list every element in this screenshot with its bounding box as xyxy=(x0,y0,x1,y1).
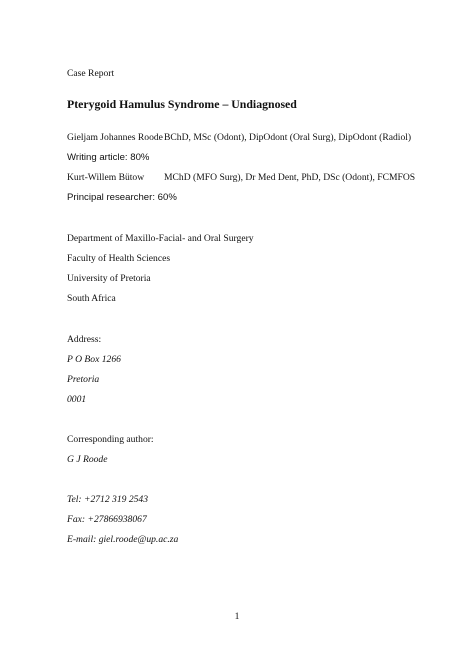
address-line-1: P O Box 1266 xyxy=(67,354,121,365)
author-1-row xyxy=(67,132,412,144)
author-2-role-note: Principal researcher: 60% xyxy=(67,192,177,203)
paper-title: Pterygoid Hamulus Syndrome – Undiagnosed xyxy=(67,97,297,111)
department: Department of Maxillo-Facial- and Oral Surgery xyxy=(67,233,254,244)
country: South Africa xyxy=(67,293,116,304)
fax: Fax: +27866938067 xyxy=(67,514,147,525)
corresponding-author-label: Corresponding author: xyxy=(67,434,154,445)
author-2-row xyxy=(67,172,416,184)
author-1-name: Gieljam Johannes Roode xyxy=(67,132,163,143)
faculty: Faculty of Health Sciences xyxy=(67,253,171,264)
author-2-qualifications: MChD (MFO Surg), Dr Med Dent, PhD, DSc (Odont), FCMFOS xyxy=(164,172,416,183)
article-type-label: Case Report xyxy=(67,68,115,79)
author-1-role-note: Writing article: 80% xyxy=(67,152,150,163)
university: University of Pretoria xyxy=(67,273,151,284)
address-label: Address: xyxy=(67,334,102,345)
telephone: Tel: +2712 319 2543 xyxy=(67,494,149,505)
address-line-2: Pretoria xyxy=(67,374,100,385)
corresponding-author-name: G J Roode xyxy=(67,454,108,465)
author-2-name: Kurt-Willem Bütow xyxy=(67,172,145,183)
address-line-3: 0001 xyxy=(67,394,87,405)
page-number: 1 xyxy=(234,611,240,622)
author-1-qualifications: BChD, MSc (Odont), DipOdont (Oral Surg), DipOdont (Radiol) xyxy=(164,132,412,143)
email: E-mail: giel.roode@up.ac.za xyxy=(67,534,179,545)
